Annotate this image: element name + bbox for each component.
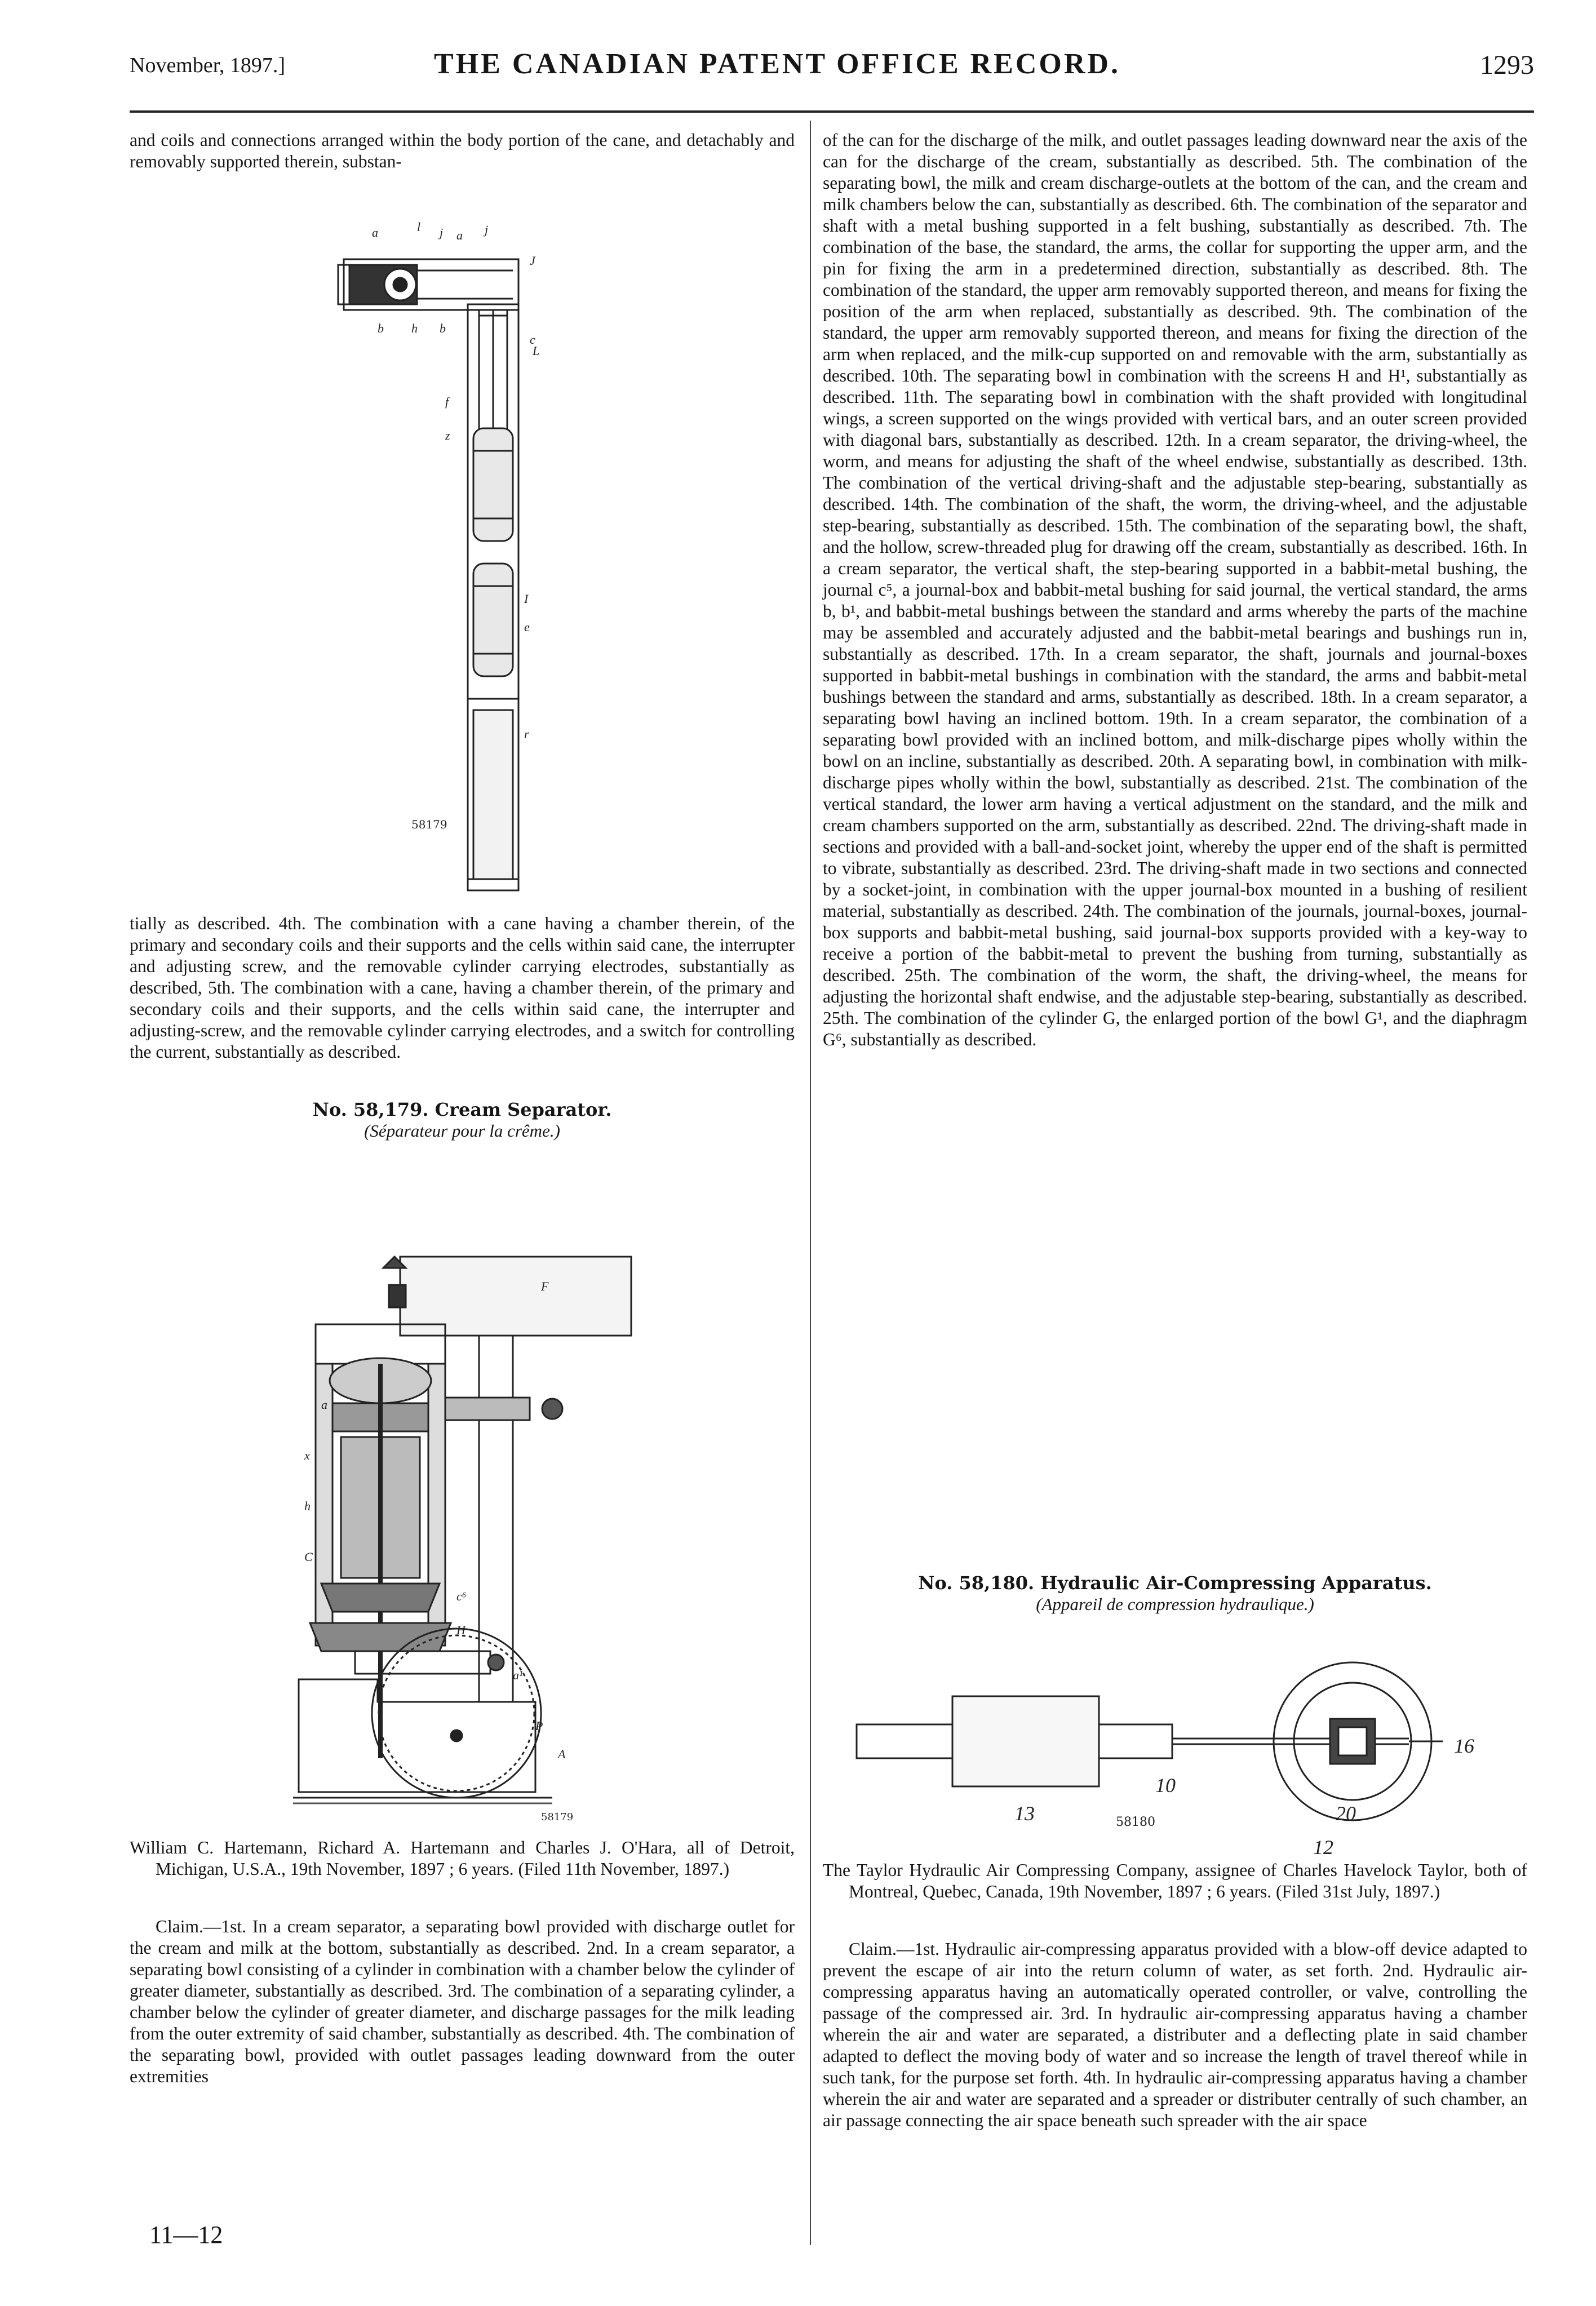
col2-claims-text: of the can for the discharge of the milk, and outlet passages leading downward near the axis of the can for the discharge of the cream, substantially as described. 5th. The combination of the separating bowl, the milk and cream discharge-outlets at the bottom of the can, and the cream and milk chambers below the can, substantially as described. 6th. The combination of the separator and shaft with a metal bushing supported in a felt bushing, substantially as described. 7th. The combination of the base, the standard, the arms, the collar for supporting the upper arm, and the pin for fixing the arm in a predetermined direction, substantially as described. 8th. The combination of the standard, the upper arm removably supported thereon, and means for fixing the position of the arm when replaced, substantially as described. 9th. The combination of the standard, the upper arm removably supported thereon, and means for fixing the direction of the arm when replaced, and the milk-cup supported on and removable with the arm, substantially as described. 10th. The separating bowl in combination with the screens H and H¹, substantially as described. 11th. The separating bowl in combination with the shaft provided with longitudinal wings, a screen supported on the wings provided with vertical bars, and an outer screen provided with diagonal bars, substantially as described. 12th. In a cream separator, the driving-wheel, the worm, and means for adjusting the shaft of the wheel endwise, substantially as described. 13th. The combination of the vertical driving-shaft and the adjustable step-bearing, substantially as described. 14th. The combination of the shaft, the worm, the driving-wheel, and the adjustable step-bearing, substantially as described. 15th. The combination of the separating bowl, the shaft, and the hollow, screw-threaded plug for drawing off the cream, substantially as described. 16th. In a cream separator, the vertical shaft, the step-bearing supported in a babbit-metal bushing, the journal c⁵, a journal-box and babbit-metal bushing for said journal, the vertical standard, the arms b, b¹, and babbit-metal bushings between the standard and arms whereby the parts of the machine may be assembled and accurately adjusted and the babbit-metal bearings and bushings run in, substantially as described. 17th. In a cream separator, the shaft, journals and journal-boxes supported in babbit-metal bushings in combination with the standard, the arms and babbit-metal bushings between the standard and arms, substantially as described. 18th. In a cream separator, a separating bowl having an inclined bottom. 19th. In a cream separator, the combination of a separating bowl provided with an inclined bottom, and milk-discharge pipes wholly within the bowl on an incline, substantially as described. 20th. A separating bowl, in combination with milk-discharge pipes wholly within the bowl, substantially as described. 21st. The combination of the vertical standard, the lower arm having a vertical adjustment on the standard, and the milk and cream chambers supported on the arm, substantially as described. 22nd. The driving-shaft made in sections and provided with a ball-and-socket joint, whereby the upper end of the shaft is permitted to vibrate, substantially as described. 23rd. The driving-shaft made in two sections and connected by a socket-joint, in combination with the upper journal-box mounted in a bushing of resilient material, substantially as described. 24th. The combination of the journals, journal-boxes, journal-box supports and babbit-metal bushing, said journal-box supports provided with a key-way to receive a portion of the babbit-metal to prevent the bushing from turning, substantially as described. 25th. The combination of the worm, the shaft, the driving-wheel, the means for adjusting the horizontal shaft endwise, and the adjustable step-bearing, substantially as described. 25th. The combination of the cylinder G, the enlarged portion of the bowl G¹, and the diaphragm G⁶, substantially as described.	[823, 130, 1527, 1049]
hydraulic-compressor-drawing	[845, 1640, 1499, 1854]
svg-text:b: b	[378, 321, 384, 335]
figure-cream-separator	[287, 1195, 654, 1826]
patent-58180-heading-block	[823, 1572, 1527, 1615]
page-header	[130, 48, 1534, 94]
svg-text:h: h	[411, 321, 418, 335]
svg-text:j: j	[440, 225, 444, 240]
patent-58180-heading: No. 58,180. Hydraulic Air-Compressing Apparatus.	[918, 1572, 1432, 1594]
header-page-number: 1293	[1480, 50, 1534, 80]
patent-58180-claim: Claim.—1st. Hydraulic air-compressing apparatus provided with a blow-off device adapted to prevent the escape of air into the return column of water, as set forth. 2nd. Hydraulic air-compressing apparatus having an automatically operated controller, or valve, controlling the passage of the compressed air. 3rd. In hydraulic air-compressing apparatus having a chamber wherein the air and water are separated, a distributer and a deflecting plate in said chamber adapted to deflect the moving body of water and so increase the length of travel thereof while in such tank, for the purpose set forth. 4th. In hydraulic air-compressing apparatus having a chamber wherein the air and water are separated and a spreader or distributer centrally of such chamber, an air passage connecting the air space beneath such spreader with the air space	[823, 1939, 1527, 2130]
svg-text:r: r	[524, 727, 529, 741]
col1-top-text: and coils and connections arranged within the body portion of the cane, and detachably and removably supported therein, substan-	[130, 130, 795, 171]
header-rule	[130, 110, 1534, 113]
fig2-number: 58179	[541, 1811, 574, 1823]
svg-text:a: a	[321, 1398, 327, 1412]
patent-58179-assignees: William C. Hartemann, Richard A. Hartemann and Charles J. O'Hara, all of Detroit, Michigan, U.S.A., 19th November, 1897 ; 6 years. (Filed 11th November, 1897.)	[130, 1838, 795, 1879]
svg-text:z: z	[445, 428, 450, 442]
patent-58179-heading: No. 58,179. Cream Separator.	[312, 1099, 612, 1120]
svg-text:b: b	[440, 321, 446, 335]
header-title: THE CANADIAN PATENT OFFICE RECORD.	[434, 48, 1120, 80]
svg-text:F: F	[541, 1279, 549, 1293]
svg-text:x: x	[304, 1448, 310, 1462]
patent-58180-subheading: (Appareil de compression hydraulique.)	[1036, 1594, 1314, 1614]
fig3-label-13: 13	[1014, 1802, 1035, 1825]
svg-text:h: h	[304, 1499, 311, 1513]
svg-text:A: A	[558, 1747, 566, 1761]
figure-hydraulic-compressor	[845, 1640, 1499, 1854]
fig3-label-16: 16	[1454, 1735, 1474, 1757]
signature-mark: 11—12	[149, 2221, 223, 2249]
svg-text:I: I	[524, 592, 529, 606]
svg-text:L: L	[533, 344, 540, 358]
svg-text:J: J	[530, 254, 535, 268]
patent-58179-heading-block	[130, 1099, 795, 1142]
svg-text:f: f	[445, 394, 449, 409]
svg-text:c: c	[530, 332, 535, 347]
electric-cane-drawing	[316, 203, 586, 902]
fig3-label-20: 20	[1336, 1802, 1356, 1825]
col1-claims-4-5: tially as described. 4th. The combination with a cane having a chamber therein, of the primary and secondary coils and their supports and the cells within said cane, the interrupter and adjusting screw, and the removable cylinder carrying electrodes, substantially as described, 5th. The combination with a cane, having a chamber therein, of the primary and secondary coils and their supports, and the cells within said cane, the interrupter and adjusting-screw, and the removable cylinder carrying electrodes, and a switch for controlling the current, substantially as described.	[130, 913, 795, 1062]
patent-58179-claim: Claim.—1st. In a cream separator, a separating bowl provided with discharge outlet for the cream and milk at the bottom, substantially as described. 2nd. In a cream separator, a separating bowl consisting of a cylinder in combination with a chamber below the cylinder of greater diameter, substantially as described. 3rd. The combination of a separating cylinder, a chamber below the cylinder of greater diameter, and discharge passages for the milk leading from the outer extremity of said chamber, substantially as described. 4th. The combination of the separating bowl, provided with outlet passages leading downward from the outer extremities	[130, 1917, 795, 2086]
svg-text:l: l	[417, 220, 421, 234]
fig3-number: 58180	[1116, 1815, 1155, 1829]
fig3-label-10: 10	[1155, 1774, 1176, 1797]
patent-58180-assignees: The Taylor Hydraulic Air Compressing Company, assignee of Charles Havelock Taylor, both of Montreal, Quebec, Canada, 19th November, 1897 ; 6 years. (Filed 31st July, 1897.)	[823, 1860, 1527, 1901]
patent-58179-subheading: (Séparateur pour la crême.)	[364, 1121, 560, 1141]
column-divider	[810, 121, 811, 2245]
figure-electric-cane	[316, 203, 586, 902]
svg-text:a: a	[456, 228, 463, 242]
svg-text:a: a	[372, 225, 378, 240]
svg-text:j: j	[485, 223, 489, 237]
fig1-number: 58179	[411, 818, 447, 831]
svg-text:c⁶: c⁶	[456, 1589, 467, 1603]
svg-text:H: H	[456, 1623, 466, 1637]
svg-text:P: P	[535, 1719, 543, 1733]
header-date: November, 1897.]	[130, 54, 286, 77]
svg-text:a¹: a¹	[513, 1668, 523, 1682]
svg-text:e: e	[524, 620, 530, 634]
cream-separator-drawing	[287, 1195, 654, 1826]
fig3-label-12: 12	[1313, 1836, 1333, 1854]
svg-text:C: C	[304, 1550, 313, 1564]
